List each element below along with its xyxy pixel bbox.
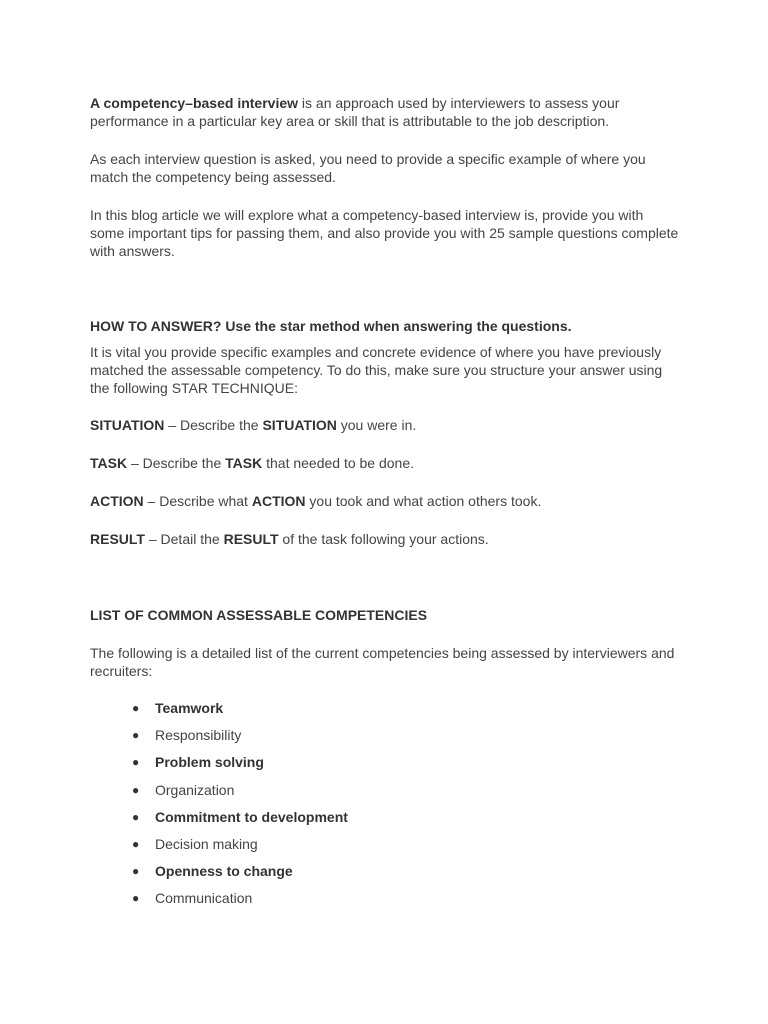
list-item	[90, 726, 590, 753]
star-keyword: SITUATION	[262, 417, 337, 433]
star-keyword: RESULT	[223, 531, 279, 547]
how-to-answer-body: It is vital you provide specific examples and concrete evidence of where you have previously matched the assessable competency. To do this, make sure you structure your answer using the following STAR TECHNIQUE:	[90, 344, 663, 396]
bullet-icon: ●	[132, 701, 140, 715]
competency-label: Decision making	[155, 835, 258, 852]
bullet-icon: ●	[132, 809, 140, 824]
star-keyword: TASK	[225, 455, 263, 471]
star-term: SITUATION	[90, 417, 165, 433]
intro-paragraph-2: As each interview question is asked, you need to provide a specific example of where you match the competency being assessed.	[90, 151, 646, 185]
star-situation: SITUATION – Describe the SITUATION you were in.	[90, 417, 417, 433]
bullet-icon: ●	[132, 864, 140, 879]
star-result: RESULT – Detail the RESULT of the task following your actions.	[90, 531, 489, 547]
star-term: RESULT	[90, 531, 145, 547]
competency-label: Teamwork	[155, 700, 224, 716]
list-item	[90, 808, 590, 835]
competencies-heading: LIST OF COMMON ASSESSABLE COMPETENCIES	[90, 607, 428, 623]
star-action: ACTION – Describe what ACTION you took and what action others took.	[90, 493, 542, 509]
star-keyword: ACTION	[251, 493, 306, 509]
list-item	[90, 699, 590, 726]
bullet-icon: ●	[132, 836, 140, 851]
competency-label: Openness to change	[155, 863, 293, 880]
star-task: TASK – Describe the TASK that needed to be done.	[90, 455, 415, 471]
competency-label: Commitment to development	[155, 808, 348, 825]
competency-label: Communication	[155, 890, 253, 907]
star-term: TASK	[90, 455, 128, 471]
how-to-answer-heading: HOW TO ANSWER? Use the star method when answering the questions.	[90, 318, 572, 334]
competency-label: Problem solving	[155, 754, 264, 771]
list-item	[90, 753, 590, 780]
competency-label: Responsibility	[155, 727, 242, 744]
list-item	[90, 889, 590, 916]
competencies-intro: The following is a detailed list of the current competencies being assessed by interviewers and recruiters:	[90, 645, 675, 679]
list-item	[90, 835, 590, 862]
bullet-icon: ●	[132, 755, 140, 770]
competency-label: Organization	[155, 781, 235, 798]
intro-definition: is an approach used by interviewers to assess your performance in a particular key area or skill that is attributable to the job description.	[90, 95, 620, 129]
competency-list	[90, 699, 590, 917]
bullet-icon: ●	[132, 782, 140, 797]
star-term: ACTION	[90, 493, 144, 509]
intro-paragraph-1	[90, 94, 680, 130]
bullet-icon: ●	[132, 728, 140, 743]
bullet-icon: ●	[132, 891, 140, 906]
list-item	[90, 862, 590, 889]
list-item	[90, 781, 590, 808]
intro-term: A competency–based interview	[90, 95, 299, 111]
intro-paragraph-3: In this blog article we will explore what a competency-based interview is, provide you with some important tips for passing them, and also provide you with 25 sample questions complete with answers.	[90, 207, 679, 259]
